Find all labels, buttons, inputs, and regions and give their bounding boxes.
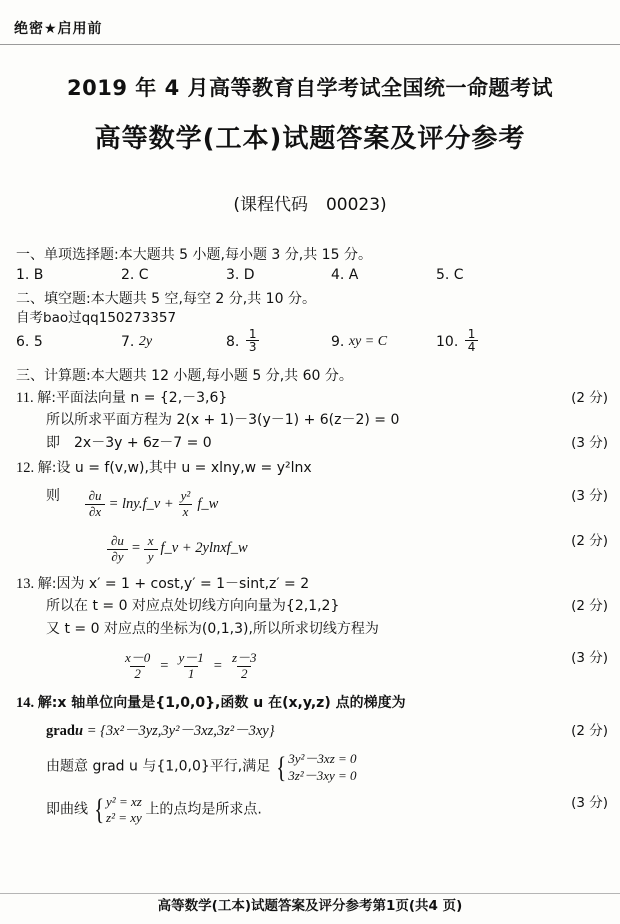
fill-val-6: 5 [33,333,43,350]
document-body [16,238,608,829]
brace-equations-1 [288,751,356,784]
fill-no-8: 8. [226,333,240,350]
problem-12-line-2-points: (2 分) [571,532,608,549]
fill-answer-8 [226,326,331,355]
eq-den: 2 [130,666,145,682]
problem-14-line-2-text: 由题意 grad u 与{1,0,0}平行,满足 [46,758,271,775]
fill-val-9: xy = C [348,333,388,349]
problem-12-number: 12. [16,460,35,477]
partial-u-partial-x [85,489,106,520]
section-heading-2: 二、填空题:本大题共 5 空,每空 2 分,共 10 分。 [16,291,316,307]
fraction-one-third [246,328,260,354]
fraction-denominator: 4 [465,340,479,354]
problem-12-lead [16,459,608,479]
header-divider [0,44,620,45]
brace-eq-1: 3y²－3xz = 0 [288,751,357,767]
eq-tail: f_w [197,495,219,512]
problem-14-line-3-points: (3 分) [571,794,608,811]
fill-no-10: 10. [436,333,459,350]
problem-14-line-2 [16,751,608,784]
problem-11-lead-text: 解:平面法向量 n = {2,－3,6} [37,389,228,406]
fill-val-7: 2y [138,333,153,349]
eq-den: 2 [237,666,252,682]
problem-11 [16,389,608,454]
y-squared-over-x [177,489,195,520]
brace-system-2 [92,794,142,827]
problem-12-line-1-points: (3 分) [571,487,608,504]
problem-13-lead-text: 解:因为 x′ = 1 + cost,y′ = 1－sint,z′ = 2 [37,575,310,592]
watermark-text: 自考bao过qq150273357 [16,310,177,326]
problem-13-line-3 [16,649,608,682]
fill-answer-10 [436,326,480,355]
fill-no-7: 7. [121,333,135,350]
eq-den: ∂x [85,504,105,520]
section-heading-1: 一、单项选择题:本大题共 5 小题,每小题 3 分,共 15 分。 [16,247,372,263]
left-brace-icon: { [276,750,287,784]
eq-num: z－3 [231,650,257,666]
page-footer: 高等数学(工本)试题答案及评分参考第1页(共4 页) [157,898,463,914]
course-code-value: 00023) [325,195,387,215]
problem-13-number: 13. [16,575,35,592]
problem-14-line-1 [16,722,608,742]
choice-answers-row [16,268,608,282]
problem-11-number: 11. [16,389,34,406]
problem-13-line-1-points: (2 分) [571,598,608,615]
section-heading-3: 三、计算题:本大题共 12 小题,每小题 5 分,共 60 分。 [16,367,353,384]
eq-num: ∂u [111,532,124,548]
brace-equations-2 [106,794,142,827]
problem-13-lead [16,575,608,595]
problem-14 [16,694,608,826]
choice-answer-5: 5. C [436,267,464,283]
equation-du-dy [104,534,248,565]
sym-term-1 [121,651,154,682]
problem-12-line-1 [16,487,608,520]
fraction-numerator: 1 [467,326,476,341]
equation-du-dx [82,489,219,520]
partial-u-partial-y [107,534,128,565]
eq-num: y－1 [178,650,204,666]
problem-14-number: 14. [16,695,35,712]
brace-eq-2: z² = xy [106,810,142,826]
problem-11-line-2-points: (3 分) [571,434,608,451]
problem-13-line-1 [16,597,608,617]
fraction-denominator: 3 [246,340,260,354]
eq-num: y² [180,487,191,503]
problem-11-line-1 [16,411,608,431]
choice-answer-3: 3. D [226,267,255,283]
eq-den: 1 [184,666,199,682]
problem-12-line-1-label: 则 [46,487,60,504]
problem-12-line-2 [16,532,608,565]
sym-term-2 [174,651,207,682]
problem-14-line-3-tail: 上的点均是所求点. [145,801,262,818]
problem-13-line-1-text: 所以在 t = 0 对应点处切线方向向量为{2,1,2} [46,598,340,615]
problem-14-line-3 [16,794,608,827]
grad-label: grad [46,722,75,739]
eq-rhs: = [130,540,141,557]
choice-answer-4: 4. A [331,267,359,283]
problem-11-line-2-text: 即 2x－3y + 6z－7 = 0 [46,434,212,451]
eq-rhs: = lny.f_v + [108,495,174,512]
grad-variable: u [75,722,84,739]
eq-den: y [144,549,158,565]
eq-tail: f_v + 2ylnxf_w [160,540,248,557]
fill-no-9: 9. [331,333,345,350]
problem-14-lead [16,694,608,714]
fill-answers-row [16,326,608,355]
footer-divider [0,893,620,894]
eq-num: ∂u [88,487,102,503]
problem-11-lead [16,389,608,409]
fill-answer-9 [331,335,436,349]
grad-expression: = {3x²－3yz,3y²－3xz,3z²－3xy} [86,722,275,739]
problem-13-line-2-text: 又 t = 0 对应点的坐标为(0,1,3),所以所求切线方程为 [46,620,379,637]
exam-title-line1: 2019 年 4 月高等教育自学考试全国统一命题考试 [67,76,553,100]
x-over-y [144,534,158,565]
course-code-label: (课程代码 [233,195,308,215]
eq-num: x－0 [125,650,151,666]
brace-eq-1: y² = xz [106,793,142,809]
brace-eq-2: 3z²－3xy = 0 [288,767,357,783]
problem-11-line-2 [16,434,608,454]
choice-answer-1: 1. B [16,267,44,283]
sym-term-3 [228,651,261,682]
problem-12-lead-text: 解:设 u = f(v,w),其中 u = xlny,w = y²lnx [37,460,312,477]
fraction-numerator: 1 [248,326,257,341]
problem-14-line-1-points: (2 分) [571,722,608,739]
equation-symmetric-line: $\frac{x-0}{2}$ = $\frac{y-1}{1}$ = $\frac{z-3}{2}$ [118,651,264,682]
eq-den: x [179,504,193,520]
exam-title-line2: 高等数学(工本)试题答案及评分参考 [94,124,526,154]
fraction-one-quarter [465,328,479,354]
problem-13-line-2 [16,620,608,640]
problem-11-lead-points: (2 分) [571,389,608,406]
eq-den: ∂y [107,549,127,565]
problem-13-line-3-points: (3 分) [571,650,608,667]
fill-no-6: 6. [16,333,30,350]
fill-answer-7 [121,335,226,349]
problem-14-lead-text: 解:x 轴单位向量是{1,0,0},函数 u 在(x,y,z) 点的梯度为 [37,695,406,712]
brace-system-1 [274,751,357,784]
choice-answer-2: 2. C [121,267,149,283]
left-brace-icon: { [93,793,104,827]
fill-answer-6 [16,335,121,349]
course-code-line [0,190,620,215]
problem-11-line-1-text: 所以所求平面方程为 2(x + 1)－3(y－1) + 6(z－2) = 0 [46,412,400,429]
problem-13 [16,575,608,683]
eq-num: x [147,532,154,548]
secret-mark: 绝密★启用前 [14,21,103,37]
problem-12 [16,459,608,564]
problem-14-line-3-text: 即曲线 [46,801,88,818]
